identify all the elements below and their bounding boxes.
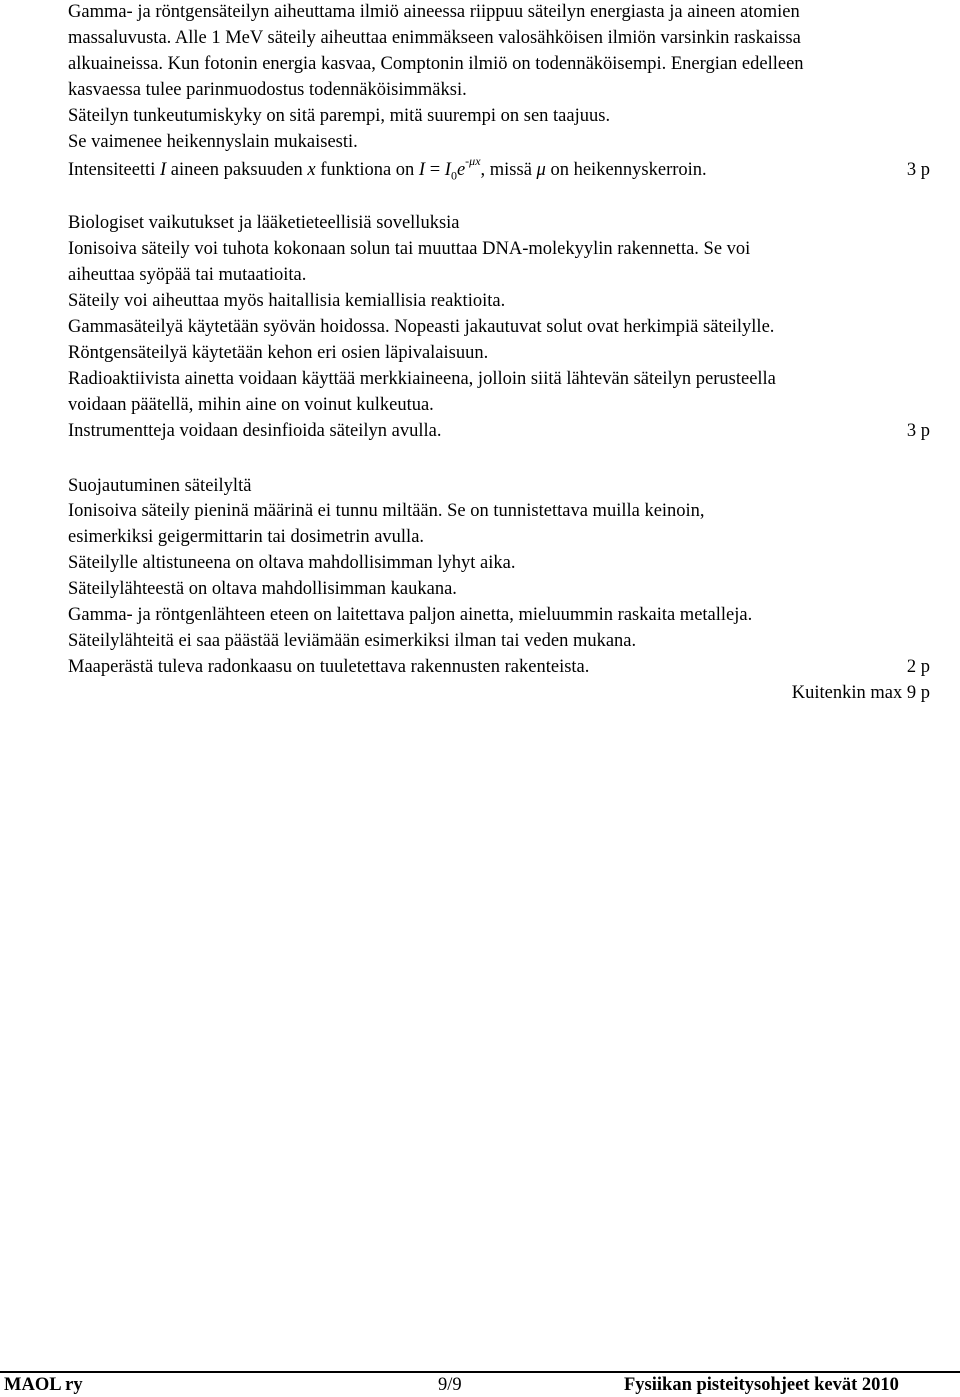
section-biological-effects — [68, 211, 930, 444]
text-line: Säteilylle altistuneena on oltava mahdollisimman lyhyt aika. — [68, 553, 516, 574]
formula-suffix1: , missä — [480, 160, 537, 181]
section-heading: Biologiset vaikutukset ja lääketieteellisiä sovelluksia — [68, 213, 460, 234]
points-label: 3 p — [906, 160, 930, 181]
formula-subscript: 0 — [450, 169, 457, 184]
section-radiation-protection — [68, 474, 930, 707]
max-points-label: Kuitenkin max 9 p — [791, 682, 930, 703]
formula-equals: = — [425, 160, 445, 181]
formula-i0: I — [444, 160, 451, 181]
text-line: kasvaessa tulee parinmuodostus todennäköisimmäksi. — [68, 79, 467, 100]
text-line: Röntgensäteilyä käytetään kehon eri osien läpivalaisuun. — [68, 342, 489, 363]
text-line-with-points — [68, 655, 930, 681]
text-line: massaluvusta. Alle 1 MeV säteily aiheuttaa enimmäkseen valosähköisen ilmiön varsinkin raskaissa — [68, 27, 801, 48]
text-line: voidaan päätellä, mihin aine on voinut kulkeutua. — [68, 394, 434, 415]
formula-prefix: Intensiteetti — [68, 160, 160, 181]
footer-document-title: Fysiikan pisteitysohjeet kevät 2010 — [624, 1375, 899, 1395]
footer-divider — [0, 1371, 960, 1373]
formula-intensity-var: I — [159, 160, 167, 181]
text-line: Instrumentteja voidaan desinfioida säteilyn avulla. — [68, 420, 442, 441]
formula-exponent — [465, 154, 480, 168]
formula-lhs: I — [418, 160, 426, 181]
text-line-with-points — [68, 419, 930, 445]
text-line: Ionisoiva säteily voi tuhota kokonaan solun tai muuttaa DNA-molekyylin rakennetta. Se voi — [68, 239, 751, 260]
spacer — [68, 445, 930, 474]
text-line: Säteily voi aiheuttaa myös haitallisia kemiallisia reaktioita. — [68, 291, 506, 312]
formula-thickness-var: x — [307, 160, 316, 181]
document-body — [68, 0, 930, 707]
text-line: Maaperästä tuleva radonkaasu on tuuletettava rakennusten rakenteista. — [68, 656, 590, 677]
text-line: Säteilylähteestä on oltava mahdollisimman kaukana. — [68, 579, 457, 600]
text-line: Gamma- ja röntgenlähteen eteen on laitettava paljon ainetta, mieluummin raskaita metalleja. — [68, 605, 753, 626]
text-line: Gamma- ja röntgensäteilyn aiheuttama ilmiö aineessa riippuu säteilyn energiasta ja aineen atomien — [68, 2, 800, 22]
formula-suffix2: on heikennyskerroin. — [545, 160, 707, 181]
formula-mid: aineen paksuuden — [166, 160, 308, 181]
text-line: Gammasäteilyä käytetään syövän hoidossa. Nopeasti jakautuvat solut ovat herkimpiä säteilylle. — [68, 316, 775, 337]
text-line: Säteilylähteitä ei saa päästää leviämään esimerkiksi ilman tai veden mukana. — [68, 630, 637, 651]
text-line: esimerkiksi geigermittarin tai dosimetrin avulla. — [68, 527, 425, 548]
formula-exponent-text: -μx — [465, 154, 481, 169]
text-line: Se vaimenee heikennyslain mukaisesti. — [68, 131, 358, 152]
footer-page-number: 9/9 — [438, 1375, 462, 1395]
text-line: alkuaineissa. Kun fotonin energia kasvaa, Comptonin ilmiö on todennäköisempi. Energian edelleen — [68, 53, 804, 74]
text-line: Radioaktiivista ainetta voidaan käyttää merkkiaineena, jolloin siitä lähtevän säteilyn perusteella — [68, 368, 776, 389]
text-line: aiheuttaa syöpää tai mutaatioita. — [68, 265, 307, 286]
text-line: Säteilyn tunkeutumiskyky on sitä parempi, mitä suurempi on sen taajuus. — [68, 105, 611, 126]
formula-line — [68, 154, 930, 184]
formula-mid2: funktiona on — [315, 160, 419, 181]
section-radiation-matter — [68, 0, 930, 184]
points-label: 3 p — [906, 420, 930, 441]
section-heading: Suojautuminen säteilyltä — [68, 475, 252, 496]
footer-publisher: MAOL ry — [4, 1375, 83, 1395]
formula-mu: μ — [536, 160, 546, 181]
text-line: Ionisoiva säteily pieninä määrinä ei tunnu miltään. Se on tunnistettava muilla keinoin, — [68, 501, 705, 522]
spacer — [68, 181, 930, 211]
formula-e: e — [456, 160, 466, 181]
points-label: 2 p — [906, 656, 930, 677]
